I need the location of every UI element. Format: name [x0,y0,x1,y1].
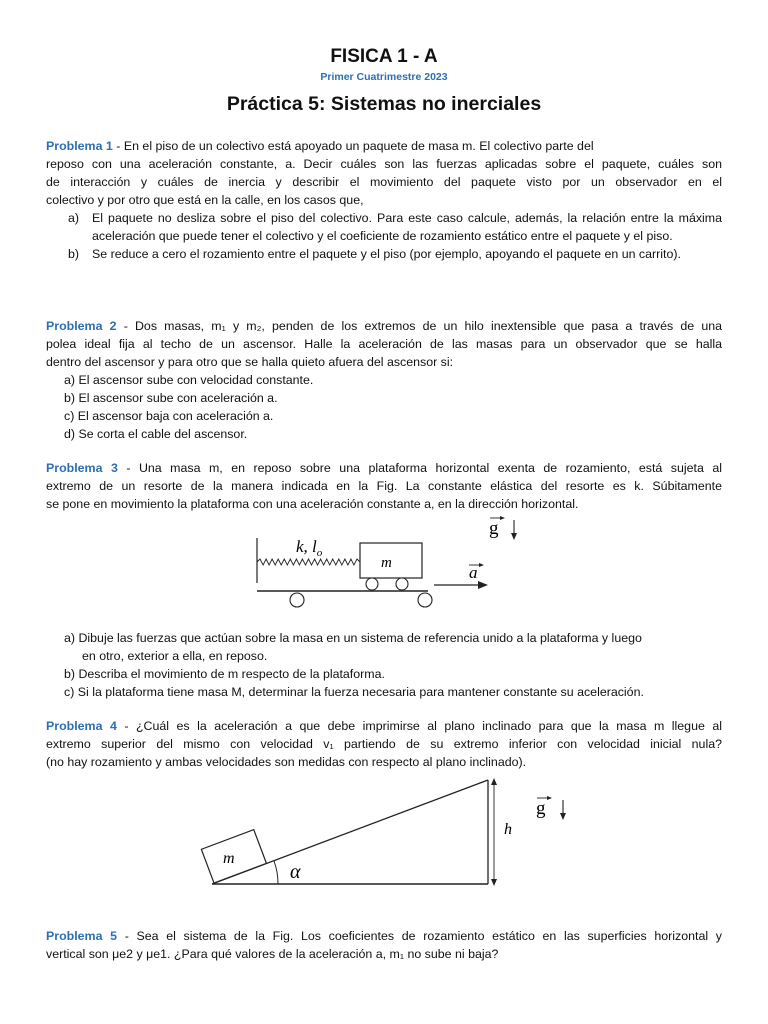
list-item: d) Se corta el cable del ascensor. [64,427,248,441]
problem-5 [46,927,722,963]
height-label: h [504,821,512,838]
acceleration-label: a [469,563,478,582]
angle-arc [274,861,278,884]
problem-3-items [64,629,724,701]
height-arrowhead-top [491,778,497,785]
problem-3-line: - Una masa m, en reposo sobre una plataforma horizontal exenta de rozamiento, está sujeta al [117,461,722,475]
problem-5-line: vertical son μe2 y μe1. ¿Para qué valores de la aceleración a, m₁ no sube ni baja? [46,947,499,961]
spring-label-subscript: o [316,547,323,559]
gravity-label: g [536,798,546,819]
problem-2-label: Problema 2 [46,319,117,333]
problem-1-line: - En el piso de un colectivo está apoyado un paquete de masa m. El colectivo parte del [112,139,594,153]
problem-4 [46,717,722,771]
document-title: FISICA 1 - A [330,46,438,67]
problem-2-line: polea ideal fija al techo de un ascensor. Halle la aceleración de las masas para un observador que se halla [46,337,722,351]
problem-4-line: extremo superior del mismo con velocidad v₁ partiendo de su extremo inferior con velocidad inicial nula? [46,737,722,751]
document-subtitle: Primer Cuatrimestre 2023 [320,71,448,83]
platform-wheel [290,593,304,607]
problem-2-line: - Dos masas, m₁ y m₂, penden de los extremos de un hilo inextensible que pasa a través de una [116,319,722,333]
problem-1-label: Problema 1 [46,139,113,153]
spring [257,559,360,565]
list-item: a) El ascensor sube con velocidad constante. [64,373,314,387]
problem-3 [46,459,722,513]
gravity-vector-mark-head [547,796,552,800]
gravity-arrowhead [560,813,566,820]
problem-2-line: dentro del ascensor y para otro que se halla quieto afuera del ascensor si: [46,355,454,369]
list-item: a) Dibuje las fuerzas que actúan sobre la masa en un sistema de referencia unido a la plataforma y luego [64,631,642,645]
problem-1-items [68,209,722,263]
spring-label-text: k, l [296,537,317,556]
list-item [68,245,722,263]
item-text: Se reduce a cero el rozamiento entre el paquete y el piso (por ejemplo, apoyando el paquete en un carrito). [92,247,681,261]
item-marker: a) [68,211,80,225]
cart-wheel [366,578,378,590]
problem-1 [46,137,722,209]
list-item: c) El ascensor baja con aceleración a. [64,409,274,423]
problem-4-line: - ¿Cuál es la aceleración a que debe imprimirse al plano inclinado para que la masa m llegue al [116,719,722,733]
problem-2 [46,317,722,371]
list-item: b) El ascensor sube con aceleración a. [64,391,278,405]
item-text: El paquete no desliza sobre el piso del colectivo. Para este caso calcule, además, la relación entre la máxima aceleración que puede tener el colectivo y el coeficiente de rozamiento estático entre el paquete y el piso. [92,211,722,243]
gravity-label: g [489,518,499,539]
angle-label: α [290,861,301,883]
gravity-vector-mark-head [500,516,505,520]
problem-4-line: (no hay rozamiento y ambas velocidades son medidas con respecto al plano inclinado). [46,755,527,769]
problem-3-line: extremo de un resorte de la manera indicada en la Fig. La constante elástica del resorte es k. Súbitamente [46,479,722,493]
platform-wheel [418,593,432,607]
acceleration-vector-mark-head [479,563,484,567]
gravity-arrowhead [511,533,517,540]
mass-label: m [381,555,392,571]
problem-3-line: se pone en movimiento la plataforma con una aceleración constante a, en la dirección horizontal. [46,497,579,511]
problem-5-line: - Sea el sistema de la Fig. Los coeficientes de rozamiento estático en las superficies horizontal y [117,929,722,943]
list-item: b) Describa el movimiento de m respecto de la plataforma. [64,667,385,681]
problem-1-line: colectivo y por otro que está en la calle, en los casos que, [46,193,364,207]
list-item [68,209,722,245]
cart-wheel [396,578,408,590]
problem-1-line: de interacción y cuáles de inercia y describir el movimiento del paquete visto por un observador en el [46,175,722,189]
spring-platform-figure [240,508,540,612]
spring-label [296,537,323,559]
acceleration-arrowhead [478,581,488,589]
problem-4-label: Problema 4 [46,719,117,733]
problem-5-label: Problema 5 [46,929,118,943]
problem-1-line: reposo con una aceleración constante, a. Decir cuáles son las fuerzas aplicadas sobre el paquete, cuáles son [46,157,722,171]
problem-2-items [64,371,313,443]
list-item: c) Si la plataforma tiene masa M, determinar la fuerza necesaria para mantener constante su aceleración. [64,685,644,699]
item-marker: b) [68,247,80,261]
list-item: en otro, exterior a ella, en reposo. [82,649,268,663]
practice-heading: Práctica 5: Sistemas no inerciales [226,93,542,115]
inclined-plane-figure [190,772,590,892]
problem-3-label: Problema 3 [46,461,118,475]
mass-label: m [223,850,235,867]
height-arrowhead-bottom [491,879,497,886]
